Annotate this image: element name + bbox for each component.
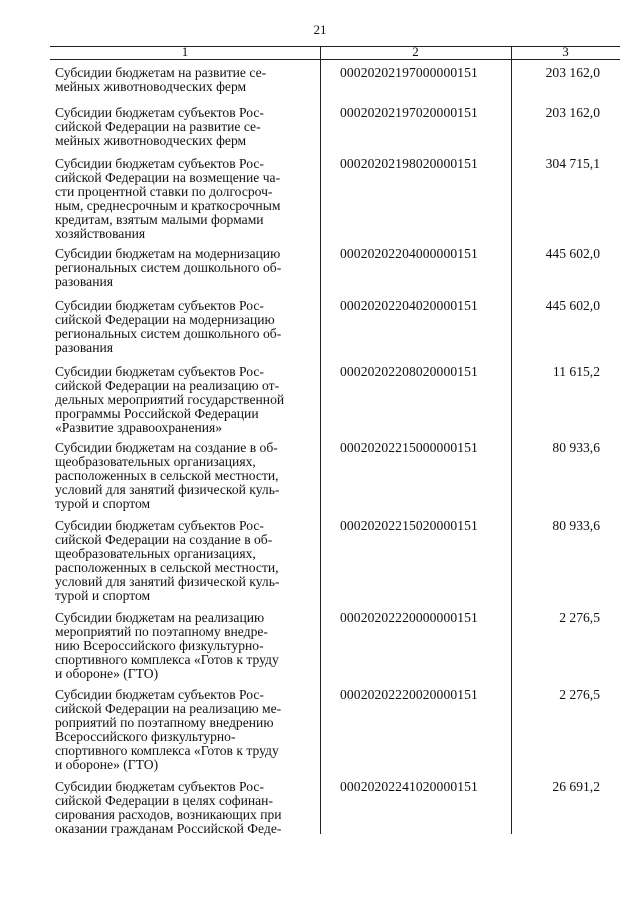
row-description: Субсидии бюджетам субъектов Рос- сийской Федерации в целях софинан- сирования расходов, возникающих при оказании гражданам Российской Феде- <box>55 779 282 836</box>
row-amount: 80 933,6 <box>552 518 600 533</box>
header-col-3: 3 <box>562 44 569 59</box>
row-description: Субсидии бюджетам субъектов Рос- сийской Федерации на создание в об- щеобразовательных организациях, расположенных в сельской местности, условий для занятий физической куль- турой и спортом <box>55 518 280 603</box>
row-description: Субсидии бюджетам на реализацию мероприятий по поэтапному внедре- нию Всероссийского физкультурно- спортивного комплекса «Готов к труду и обороне» (ГТО) <box>55 610 279 681</box>
row-code: 00020202197020000151 <box>340 105 478 120</box>
row-description: Субсидии бюджетам субъектов Рос- сийской Федерации на реализацию ме- роприятий по поэтапному внедрению Всероссийского физкультурно- спортивного комплекса «Готов к труду и обороне» (ГТО) <box>55 687 282 772</box>
row-amount: 11 615,2 <box>552 364 600 379</box>
row-code: 00020202204000000151 <box>340 246 478 261</box>
row-amount: 26 691,2 <box>552 779 600 794</box>
row-amount: 445 602,0 <box>545 298 600 313</box>
row-description: Субсидии бюджетам субъектов Рос- сийской Федерации на возмещение ча- сти процентной ставки по долгосроч- ным, среднесрочным и краткосрочным кредитам, взятым малыми формами хозяйствования <box>55 156 281 241</box>
row-amount: 304 715,1 <box>545 156 600 171</box>
row-code: 00020202204020000151 <box>340 298 478 313</box>
header-col-1: 1 <box>181 44 189 59</box>
row-description: Субсидии бюджетам субъектов Рос- сийской Федерации на развитие се- мейных животноводческих ферм <box>55 105 264 148</box>
row-code: 00020202215000000151 <box>340 440 478 455</box>
row-code: 00020202220020000151 <box>340 687 478 702</box>
row-amount: 445 602,0 <box>545 246 600 261</box>
row-code: 00020202215020000151 <box>340 518 478 533</box>
page-number: 21 <box>313 22 327 37</box>
row-code: 00020202198020000151 <box>340 156 478 171</box>
row-description: Субсидии бюджетам на создание в об- щеобразовательных организациях, расположенных в сельской местности, условий для занятий физической куль- турой и спортом <box>55 440 280 511</box>
row-code: 00020202197000000151 <box>340 65 478 80</box>
row-description: Субсидии бюджетам субъектов Рос- сийской Федерации на реализацию от- дельных мероприятий государственной программы Российской Федерации «Развитие здравоохранения» <box>55 364 285 435</box>
row-description: Субсидии бюджетам субъектов Рос- сийской Федерации на модернизацию региональных систем дошкольного об- разования <box>55 298 282 355</box>
row-amount: 80 933,6 <box>552 440 600 455</box>
row-code: 00020202241020000151 <box>340 779 478 794</box>
row-amount: 203 162,0 <box>545 65 600 80</box>
row-description: Субсидии бюджетам на развитие се- мейных животноводческих ферм <box>55 65 267 94</box>
table-header-rule <box>50 59 620 60</box>
row-description: Субсидии бюджетам на модернизацию региональных систем дошкольного об- разования <box>55 246 282 289</box>
row-amount: 203 162,0 <box>545 105 600 120</box>
header-col-2: 2 <box>412 44 419 59</box>
column-divider-1 <box>320 46 321 834</box>
row-code: 00020202220000000151 <box>340 610 478 625</box>
row-amount: 2 276,5 <box>559 610 600 625</box>
row-amount: 2 276,5 <box>559 687 600 702</box>
row-code: 00020202208020000151 <box>340 364 478 379</box>
